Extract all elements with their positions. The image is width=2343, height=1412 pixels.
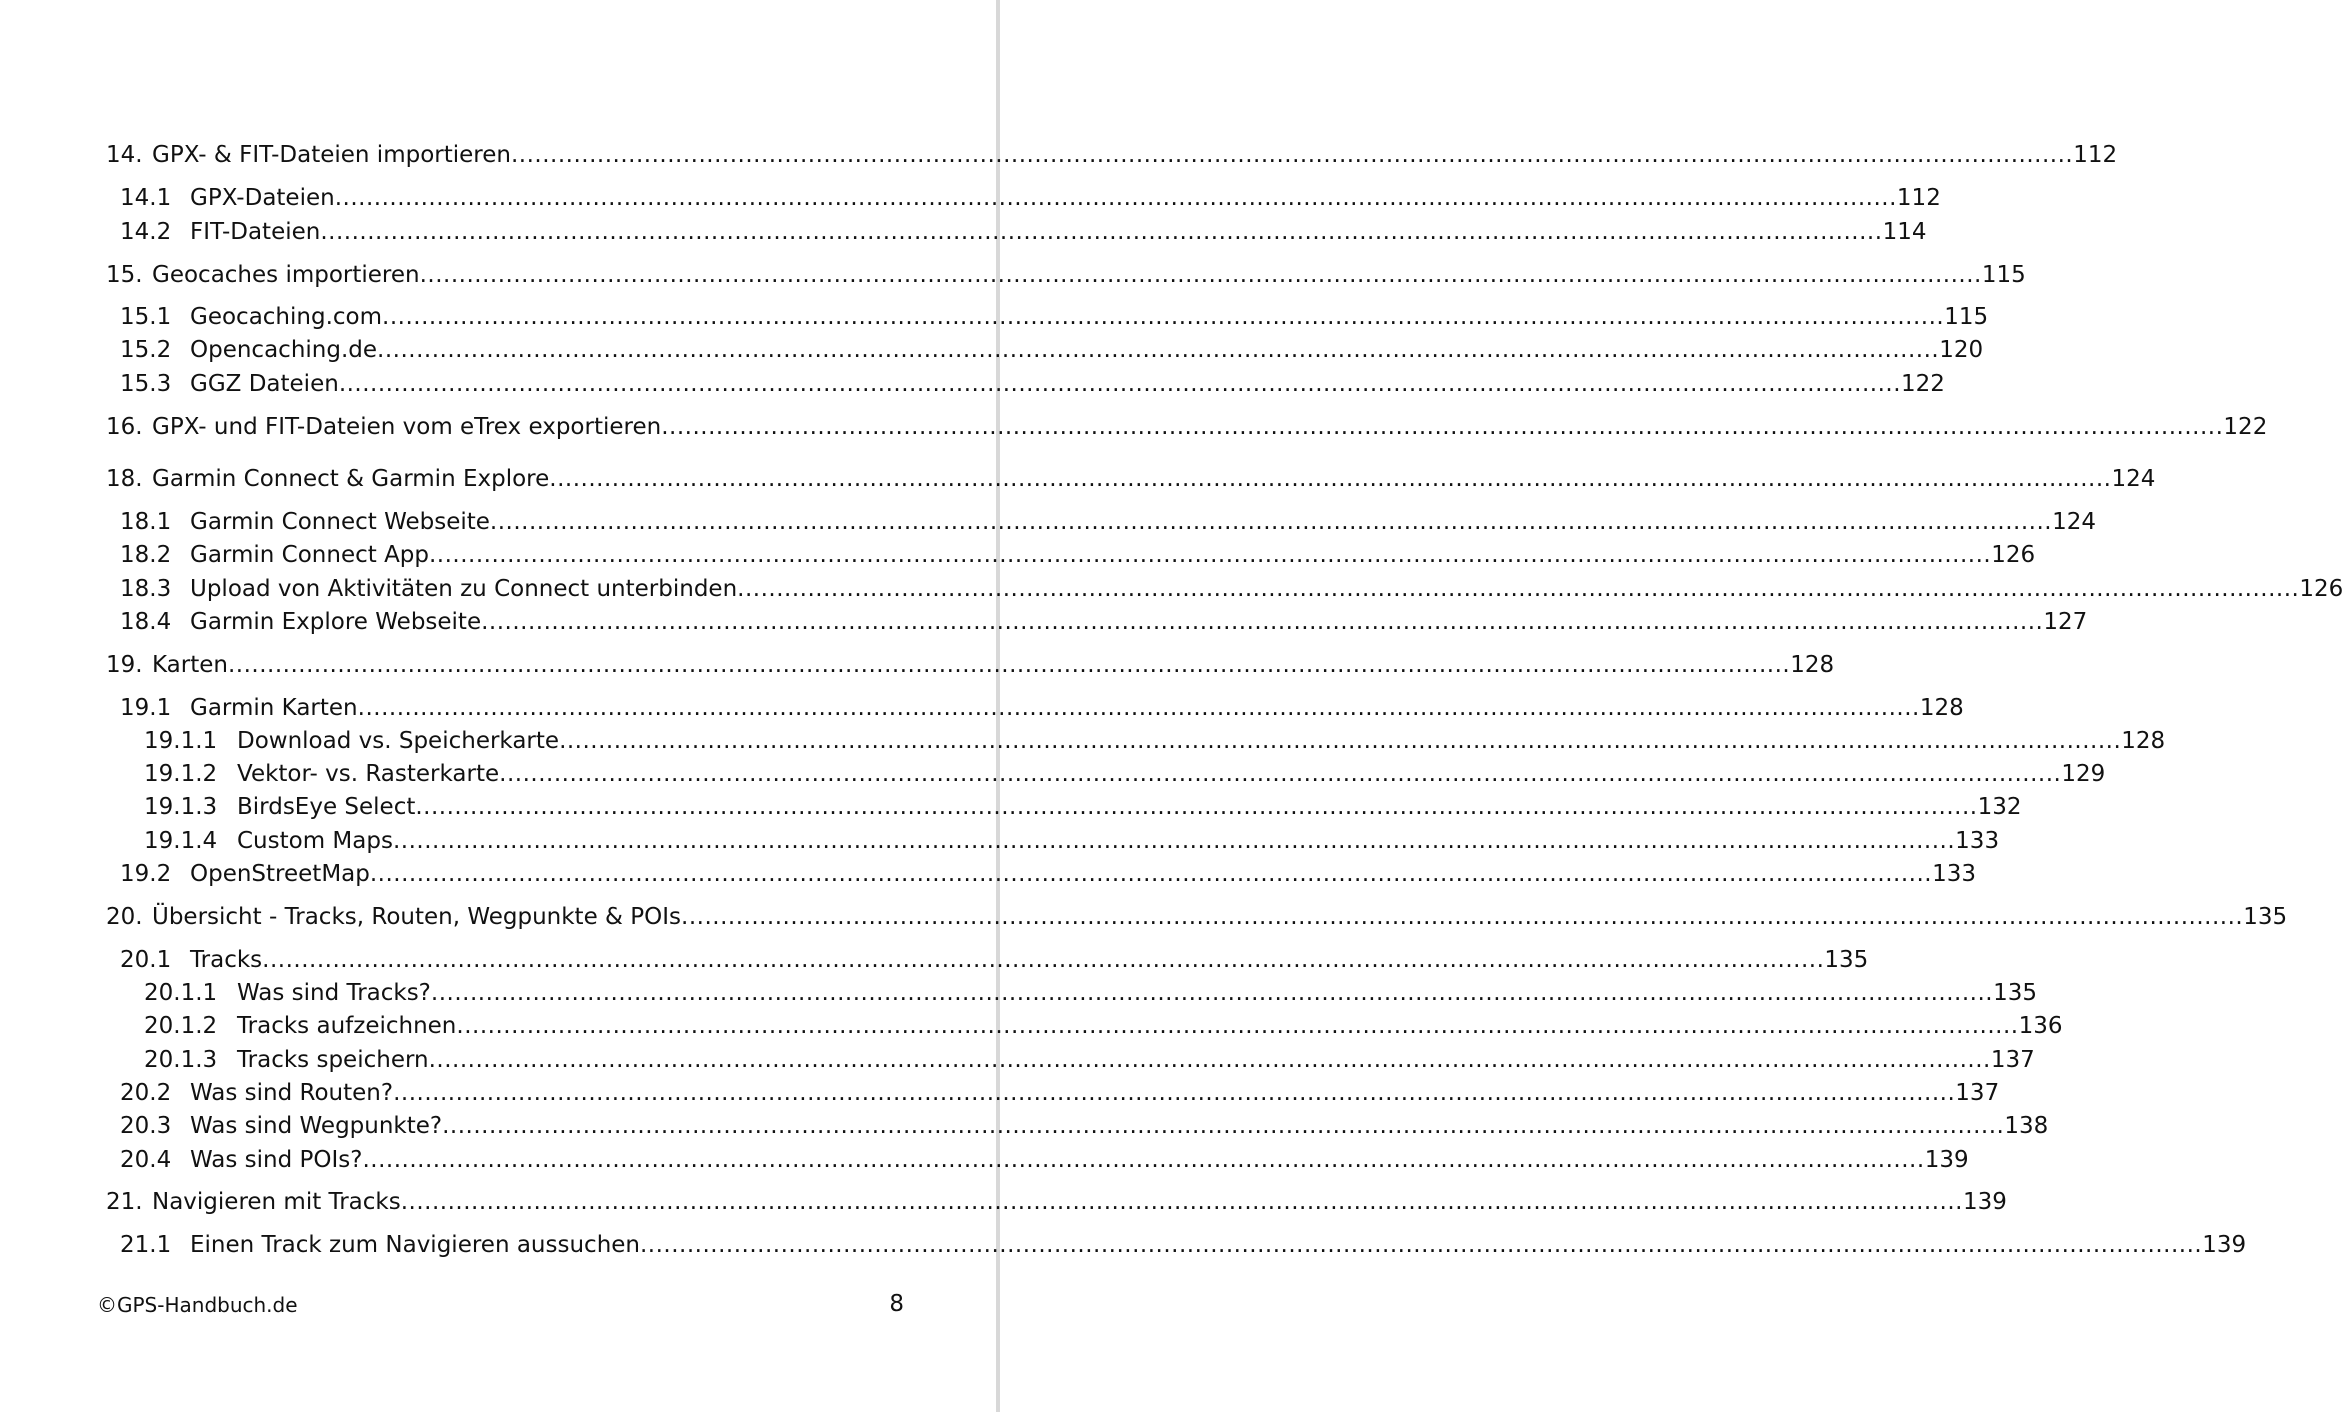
toc-dot-leader: ........................................................................................................................................................................................................ [382, 304, 1945, 330]
toc-entry-page: 132 [1977, 794, 2022, 820]
toc-entry[interactable] [120, 367, 1945, 401]
toc-dot-leader: ........................................................................................................................................................................................................ [737, 576, 2300, 602]
toc-entry-title: OpenStreetMap [190, 861, 370, 887]
toc-entry-number: 19.1.2 [144, 761, 218, 787]
toc-entry-title: BirdsEye Select [237, 794, 416, 820]
toc-entry[interactable] [144, 790, 2022, 824]
toc-entry-title: Garmin Explore Webseite [190, 609, 482, 635]
toc-dot-leader: ........................................................................................................................................................................................................ [481, 609, 2044, 635]
toc-dot-leader: ........................................................................................................................................................................................................ [559, 728, 2122, 754]
toc-entry-page: 112 [1896, 185, 1941, 211]
toc-dot-leader: ........................................................................................................................................................................................................ [419, 262, 1982, 288]
toc-entry-page: 124 [2052, 509, 2097, 535]
toc-entry[interactable] [106, 258, 2026, 292]
toc-entry-title: Karten [152, 652, 228, 678]
toc-entry-number: 21. [106, 1189, 143, 1215]
toc-entry[interactable] [144, 1043, 2035, 1077]
toc-dot-leader: ........................................................................................................................................................................................................ [338, 371, 1902, 397]
toc-entry-number: 20.2 [120, 1080, 172, 1106]
toc-dot-leader: ........................................................................................................................................................................................................ [489, 509, 2053, 535]
toc-entry-title: Vektor- vs. Rasterkarte [237, 761, 500, 787]
toc-entry-page: 120 [1939, 337, 1984, 363]
toc-entry-page: 137 [1990, 1047, 2035, 1073]
toc-entry-title: Was sind Tracks? [237, 980, 431, 1006]
toc-entry-page: 135 [1993, 980, 2038, 1006]
toc-entry[interactable] [120, 1228, 2247, 1262]
toc-dot-leader: ........................................................................................................................................................................................................ [320, 219, 1883, 245]
toc-dot-leader: ........................................................................................................................................................................................................ [362, 1147, 1925, 1173]
toc-entry-number: 18.4 [120, 609, 172, 635]
toc-entry[interactable] [120, 181, 1941, 215]
toc-entry-page: 139 [2202, 1232, 2247, 1258]
toc-entry-title: Was sind POIs? [190, 1147, 363, 1173]
toc-entry[interactable] [120, 1109, 2049, 1143]
toc-entry[interactable] [120, 943, 1869, 977]
toc-entry-number: 16. [106, 414, 143, 440]
toc-entry-title: Custom Maps [237, 828, 393, 854]
toc-entry[interactable] [106, 138, 2118, 172]
toc-entry-page: 139 [1924, 1147, 1969, 1173]
toc-entry-page: 137 [1955, 1080, 2000, 1106]
toc-entry-page: 112 [2073, 142, 2118, 168]
toc-entry[interactable] [120, 605, 2088, 639]
toc-dot-leader: ........................................................................................................................................................................................................ [262, 947, 1825, 973]
toc-entry-page: 138 [2004, 1113, 2049, 1139]
toc-entry-title: FIT-Dateien [190, 219, 321, 245]
toc-dot-leader: ........................................................................................................................................................................................................ [369, 861, 1933, 887]
toc-dot-leader: ........................................................................................................................................................................................................ [428, 1047, 1991, 1073]
toc-entry[interactable] [120, 1076, 2000, 1110]
toc-entry-number: 18.1 [120, 509, 172, 535]
toc-entry-title: GPX- und FIT-Dateien vom eTrex exportieren [152, 414, 662, 440]
toc-entry-number: 14.2 [120, 219, 172, 245]
toc-entry-page: 124 [2111, 466, 2156, 492]
toc-entry-number: 14.1 [120, 185, 172, 211]
toc-dot-leader: ........................................................................................................................................................................................................ [334, 185, 1897, 211]
toc-entry-number: 20.1 [120, 947, 172, 973]
toc-entry[interactable] [120, 538, 2036, 572]
toc-entry-title: GPX- & FIT-Dateien importieren [152, 142, 511, 168]
toc-dot-leader: ........................................................................................................................................................................................................ [392, 828, 1956, 854]
toc-dot-leader: ........................................................................................................................................................................................................ [400, 1189, 1963, 1215]
toc-entry[interactable] [120, 857, 1976, 891]
toc-entry[interactable] [120, 300, 1989, 334]
toc-entry-page: 129 [2061, 761, 2106, 787]
toc-entry-page: 133 [1932, 861, 1976, 887]
footer-copyright: ©GPS-Handbuch.de [97, 1293, 298, 1317]
toc-entry-page: 136 [2018, 1013, 2063, 1039]
toc-entry-number: 14. [106, 142, 143, 168]
toc-entry-page: 135 [1824, 947, 1869, 973]
toc-entry-number: 19.1.3 [144, 794, 218, 820]
toc-entry-title: GPX-Dateien [190, 185, 335, 211]
toc-entry[interactable] [106, 410, 2268, 444]
toc-entry-title: Was sind Routen? [190, 1080, 394, 1106]
toc-entry-title: Tracks speichern [237, 1047, 429, 1073]
toc-entry[interactable] [106, 648, 1835, 682]
toc-entry-title: Was sind Wegpunkte? [190, 1113, 443, 1139]
toc-entry-page: 126 [2299, 576, 2343, 602]
toc-entry-page: 128 [1790, 652, 1835, 678]
toc-dot-leader: ........................................................................................................................................................................................................ [640, 1232, 2203, 1258]
toc-entry-title: Opencaching.de [190, 337, 378, 363]
toc-entry-number: 20. [106, 904, 143, 930]
toc-entry[interactable] [120, 1143, 1969, 1177]
toc-entry-number: 18.3 [120, 576, 172, 602]
toc-entry-number: 15.3 [120, 371, 172, 397]
toc-dot-leader: ........................................................................................................................................................................................................ [510, 142, 2074, 168]
toc-entry-title: Geocaches importieren [152, 262, 420, 288]
toc-entry-title: Tracks aufzeichnen [237, 1013, 457, 1039]
toc-entry[interactable] [120, 215, 1927, 249]
toc-entry-number: 15.2 [120, 337, 172, 363]
toc-entry-page: 127 [2043, 609, 2088, 635]
toc-entry-title: Download vs. Speicherkarte [237, 728, 560, 754]
toc-entry[interactable] [144, 824, 2000, 858]
toc-entry-number: 20.1.2 [144, 1013, 218, 1039]
toc-entry[interactable] [144, 724, 2166, 758]
toc-entry[interactable] [120, 572, 2343, 606]
toc-dot-leader: ........................................................................................................................................................................................................ [661, 414, 2224, 440]
toc-entry-title: Tracks [190, 947, 263, 973]
toc-dot-leader: ........................................................................................................................................................................................................ [357, 695, 1920, 721]
toc-entry[interactable] [120, 505, 2097, 539]
toc-entry-number: 20.1.1 [144, 980, 218, 1006]
toc-dot-leader: ........................................................................................................................................................................................................ [430, 980, 1994, 1006]
toc-dot-leader: ........................................................................................................................................................................................................ [393, 1080, 1956, 1106]
toc-entry-page: 115 [1981, 262, 2026, 288]
toc-entry-number: 18.2 [120, 542, 172, 568]
toc-entry-page: 128 [1919, 695, 1964, 721]
toc-dot-leader: ........................................................................................................................................................................................................ [415, 794, 1978, 820]
toc-entry-title: GGZ Dateien [190, 371, 339, 397]
toc-entry[interactable] [106, 1185, 2007, 1219]
toc-entry-number: 18. [106, 466, 143, 492]
toc-entry-page: 122 [2223, 414, 2268, 440]
toc-entry-number: 19.1.1 [144, 728, 218, 754]
toc-entry[interactable] [106, 462, 2156, 496]
toc-entry-page: 114 [1882, 219, 1927, 245]
toc-dot-leader: ........................................................................................................................................................................................................ [499, 761, 2062, 787]
toc-entry-number: 19.2 [120, 861, 172, 887]
toc-dot-leader: ........................................................................................................................................................................................................ [549, 466, 2112, 492]
toc-entry-number: 15. [106, 262, 143, 288]
toc-entry-page: 126 [1991, 542, 2036, 568]
toc-dot-leader: ........................................................................................................................................................................................................ [442, 1113, 2005, 1139]
toc-entry-number: 19.1 [120, 695, 172, 721]
toc-entry[interactable] [144, 1009, 2063, 1043]
toc-entry-title: Upload von Aktivitäten zu Connect unterbinden [190, 576, 738, 602]
toc-entry[interactable] [106, 900, 2288, 934]
toc-entry-number: 19.1.4 [144, 828, 218, 854]
toc-entry-number: 21.1 [120, 1232, 172, 1258]
toc-entry-page: 139 [1962, 1189, 2007, 1215]
toc-entry-title: Geocaching.com [190, 304, 383, 330]
toc-entry-number: 20.1.3 [144, 1047, 218, 1073]
toc-entry-title: Übersicht - Tracks, Routen, Wegpunkte & POIs [152, 904, 682, 930]
toc-entry[interactable] [144, 976, 2038, 1010]
toc-entry-title: Garmin Connect & Garmin Explore [152, 466, 550, 492]
toc-dot-leader: ........................................................................................................................................................................................................ [377, 337, 1940, 363]
toc-entry[interactable] [120, 691, 1964, 725]
toc-entry-title: Garmin Karten [190, 695, 358, 721]
toc-entry-page: 133 [1955, 828, 2000, 854]
toc-dot-leader: ........................................................................................................................................................................................................ [681, 904, 2244, 930]
toc-dot-leader: ........................................................................................................................................................................................................ [227, 652, 1791, 678]
toc-entry-number: 20.4 [120, 1147, 172, 1173]
toc-entry-number: 20.3 [120, 1113, 172, 1139]
toc-dot-leader: ........................................................................................................................................................................................................ [429, 542, 1992, 568]
toc-entry[interactable] [120, 333, 1984, 367]
toc-entry-page: 135 [2243, 904, 2288, 930]
toc-entry-title: Einen Track zum Navigieren aussuchen [190, 1232, 640, 1258]
toc-entry-title: Navigieren mit Tracks [152, 1189, 401, 1215]
toc-dot-leader: ........................................................................................................................................................................................................ [456, 1013, 2019, 1039]
footer-page-number: 8 [889, 1291, 904, 1317]
toc-entry-title: Garmin Connect App [190, 542, 429, 568]
toc-entry[interactable] [144, 757, 2106, 791]
toc-entry-page: 115 [1944, 304, 1989, 330]
toc-entry-page: 122 [1901, 371, 1945, 397]
toc-entry-number: 19. [106, 652, 143, 678]
toc-entry-number: 15.1 [120, 304, 172, 330]
toc-entry-page: 128 [2121, 728, 2166, 754]
toc-entry-title: Garmin Connect Webseite [190, 509, 490, 535]
